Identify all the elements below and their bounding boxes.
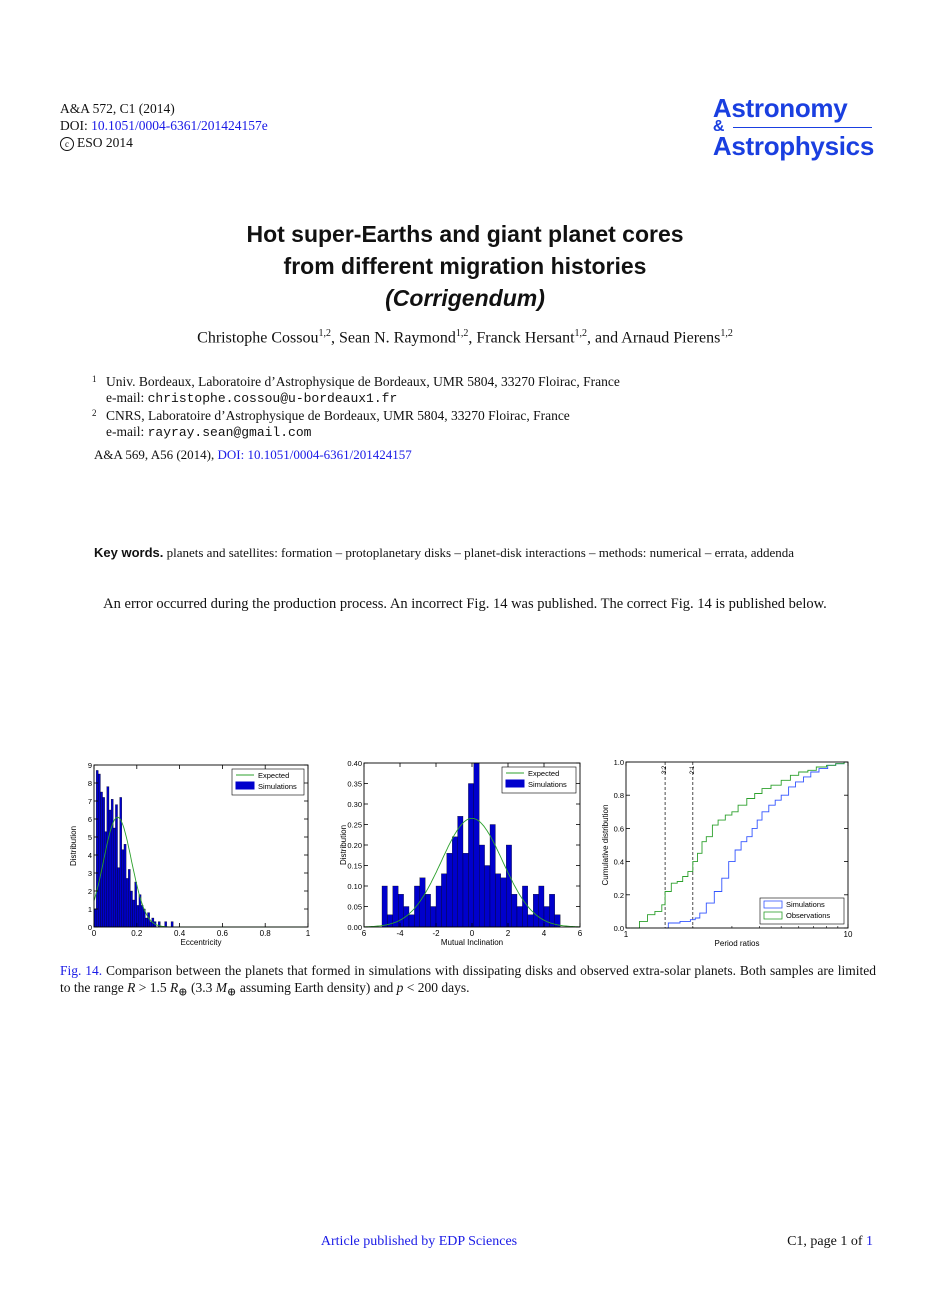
affiliation-number: 2 [92, 408, 97, 418]
doi-link[interactable]: 10.1051/0004-6361/201424157e [91, 118, 268, 133]
y-tick-label: 0.00 [347, 923, 362, 932]
caption-text: assuming Earth density) and [236, 980, 397, 995]
y-tick-label: 0.2 [613, 890, 624, 900]
y-tick-label: 7 [87, 797, 92, 806]
x-tick-label: 0 [91, 929, 97, 938]
keywords-text: planets and satellites: formation – protoplanetary disks – planet-disk interactions – methods: numerical – errata, addenda [166, 545, 795, 560]
x-tick-label: 0.4 [174, 929, 186, 938]
histogram-bar [517, 907, 522, 928]
y-tick-label: 1 [87, 905, 92, 914]
author-name: Franck Hersant [476, 329, 575, 347]
legend-label: Simulations [258, 782, 297, 791]
histogram-bar [393, 886, 398, 927]
histogram-bar [425, 894, 430, 927]
histogram-bar [171, 922, 173, 927]
email-address[interactable]: christophe.cossou@u-bordeaux1.fr [147, 390, 398, 406]
y-tick-label: 0.15 [347, 861, 362, 871]
resonance-label: 3:2 [662, 765, 669, 775]
y-tick-label: 9 [87, 761, 92, 770]
histogram-bar [528, 915, 533, 927]
y-tick-label: 5 [87, 833, 92, 842]
author-affiliation: 1,2 [318, 328, 331, 339]
page-total-link[interactable]: 1 [866, 1234, 873, 1249]
histogram-bar [128, 869, 130, 927]
publisher-link[interactable]: Article published by EDP Sciences [320, 1234, 518, 1249]
earth-symbol: ⊕ [227, 986, 237, 999]
caption-math: M [215, 980, 228, 995]
histogram-bar [452, 837, 457, 927]
histogram-bar [141, 905, 143, 927]
histogram-bar [109, 810, 111, 927]
caption-text: < 200 days. [403, 980, 470, 995]
histogram-bar [130, 891, 132, 927]
histogram-bar [420, 878, 425, 927]
y-tick-label: 3 [87, 869, 92, 878]
period-ratio-cdf [598, 755, 858, 955]
histogram-bar [126, 878, 128, 927]
y-tick-label: 0.30 [347, 800, 362, 809]
copyright-line [60, 134, 268, 151]
legend-label: Expected [528, 769, 560, 778]
histogram-bar [409, 915, 414, 927]
histogram-bar [113, 828, 115, 927]
histogram-bar [96, 770, 98, 927]
caption-math: p [396, 980, 404, 995]
caption-text: > 1.5 [135, 980, 170, 995]
author-list [0, 328, 930, 347]
histogram-bar [474, 763, 479, 927]
x-tick-label: 0.2 [131, 929, 143, 938]
title-line-1: Hot super-Earths and giant planet cores [246, 221, 684, 247]
legend-swatch [236, 782, 254, 789]
author-affiliation: 1,2 [455, 328, 469, 339]
y-tick-label: 0.40 [347, 759, 362, 768]
histogram-bar [441, 874, 446, 927]
earth-symbol: ⊕ [178, 986, 188, 999]
histogram-bar [107, 787, 109, 927]
affiliations [92, 372, 620, 440]
histogram-bar [533, 894, 538, 927]
y-tick-label: 1.0 [613, 758, 624, 767]
original-reference [94, 447, 412, 463]
title-line-2: from different migration histories [283, 253, 647, 279]
affiliation-number: 1 [92, 374, 97, 384]
histogram-bar [150, 922, 152, 927]
inclination-histogram [326, 755, 586, 955]
histogram-bar [549, 894, 554, 927]
author-separator: , [330, 329, 339, 347]
histogram-bar [118, 868, 120, 927]
x-tick-label: 0 [469, 929, 475, 938]
affiliation-2-email [92, 424, 620, 441]
legend-label: Observations [786, 911, 831, 920]
y-tick-label: 6 [87, 815, 92, 824]
figure-label[interactable]: Fig. 14. [60, 963, 103, 978]
y-tick-label: 4 [87, 851, 92, 860]
y-axis-label: Distribution [339, 824, 348, 866]
journal-ampersand: & [713, 122, 874, 132]
journal-name-line2: Astrophysics [712, 131, 874, 161]
histogram-bar [485, 866, 490, 928]
histogram-bar [100, 792, 102, 927]
histogram-bar [398, 894, 403, 927]
histogram-bar [463, 853, 468, 927]
eccentricity-histogram [69, 755, 314, 955]
reference-doi-link[interactable]: DOI: 10.1051/0004-6361/201424157 [217, 447, 412, 462]
x-axis-label: Eccentricity [180, 938, 222, 947]
histogram-bar [122, 850, 124, 927]
author-name: Christophe Cossou [197, 329, 319, 347]
legend-label: Simulations [786, 900, 825, 909]
histogram-bar [512, 894, 517, 927]
affiliation-text: CNRS, Laboratoire d’Astrophysique de Bordeaux, UMR 5804, 33270 Floirac, France [106, 408, 570, 423]
article-title [0, 218, 930, 314]
journal-logo [713, 94, 874, 160]
x-tick-label: -4 [396, 929, 404, 938]
histogram-bar [120, 797, 122, 927]
page-prefix: C1, page 1 of [787, 1234, 866, 1249]
y-axis-label: Cumulative distribution [601, 804, 610, 886]
y-tick-label: 0 [87, 923, 92, 932]
keywords-label: Key words. [94, 545, 164, 560]
legend-swatch [506, 780, 524, 787]
histogram-bar [111, 799, 113, 927]
histogram-bar [436, 886, 441, 927]
resonance-label: 2:1 [689, 765, 696, 775]
histogram-bar [124, 844, 126, 927]
caption-math: R [127, 980, 136, 995]
x-tick-label: 1 [305, 929, 311, 938]
histogram-bar [145, 918, 147, 927]
histogram-bar [135, 882, 137, 927]
author-name: Arnaud Pierens [621, 329, 721, 347]
y-tick-label: 2 [87, 887, 92, 896]
histogram-bar [382, 886, 387, 927]
legend-label: Expected [258, 771, 290, 780]
histogram-bar [447, 853, 452, 927]
y-tick-label: 0.25 [347, 820, 362, 830]
affiliation-text: Univ. Bordeaux, Laboratoire d’Astrophysique de Bordeaux, UMR 5804, 33270 Floirac, France [106, 374, 620, 389]
histogram-bar [115, 805, 117, 927]
y-tick-label: 8 [87, 779, 92, 788]
copyright-text: ESO 2014 [77, 135, 133, 150]
reference-text: A&A 569, A56 (2014), [94, 447, 218, 462]
x-axis-label: Mutual Inclination [440, 938, 504, 947]
histogram-bar [133, 900, 135, 927]
journal-name-line1: Astronomy [712, 93, 848, 123]
histogram-bar [148, 913, 150, 927]
doi-prefix: DOI: [60, 118, 92, 133]
y-axis-label: Distribution [69, 825, 78, 867]
body-paragraph: An error occurred during the production process. An incorrect Fig. 14 was published. The correct Fig. 14 is published below. [103, 596, 827, 612]
x-tick-label: 2 [505, 929, 511, 938]
histogram-bar [506, 845, 511, 927]
histogram-bar [544, 907, 549, 928]
histogram-bar [501, 878, 506, 927]
x-tick-label: 10 [843, 930, 853, 939]
y-tick-label: 0.0 [613, 924, 624, 933]
page-number [787, 1234, 873, 1250]
histogram-bar [495, 874, 500, 927]
citation: A&A 572, C1 (2014) [60, 101, 175, 116]
author-affiliation: 1,2 [720, 328, 733, 339]
histogram-bar [404, 907, 409, 928]
histogram-bar [468, 784, 473, 928]
author-name: Sean N. Raymond [338, 329, 456, 347]
caption-math: R [169, 980, 179, 995]
publisher-footer [0, 1234, 838, 1250]
author-affiliation: 1,2 [574, 328, 588, 339]
figure-caption [60, 962, 876, 1002]
x-tick-label: -2 [432, 929, 440, 938]
affiliation-1-email [92, 390, 620, 407]
y-tick-label: 0.4 [613, 857, 624, 867]
author-separator: , and [587, 329, 622, 347]
y-tick-label: 0.10 [347, 882, 362, 891]
caption-text: Comparison between the planets that formed in simulations with dissipating disks and observed extra-solar planets. Both samples are limited to the range [60, 963, 876, 995]
histogram-bar [522, 886, 527, 927]
y-tick-label: 0.6 [613, 824, 624, 834]
x-tick-label: 1 [623, 930, 629, 939]
x-tick-label: 0.6 [216, 929, 228, 938]
y-tick-label: 0.20 [347, 841, 362, 850]
author-separator: , [468, 329, 477, 347]
affiliation-1 [92, 372, 620, 390]
histogram-bar [479, 845, 484, 927]
x-tick-label: 6 [577, 929, 583, 938]
x-tick-label: 0.8 [259, 929, 271, 938]
title-line-3: (Corrigendum) [385, 285, 545, 311]
histogram-bar [458, 816, 463, 927]
histogram-bar [431, 907, 436, 928]
keywords [94, 545, 794, 561]
article-header [60, 100, 268, 151]
y-tick-label: 0.35 [347, 779, 362, 789]
legend-label: Simulations [528, 780, 567, 789]
y-tick-label: 0.05 [347, 902, 362, 912]
x-tick-label: 4 [541, 929, 547, 938]
histogram-bar [414, 886, 419, 927]
caption-text: (3.3 [187, 980, 216, 995]
x-tick-label: 6 [361, 929, 367, 938]
histogram-bar [539, 886, 544, 927]
doi-line [60, 117, 268, 134]
copyright-icon: c [60, 137, 74, 151]
y-tick-label: 0.8 [613, 791, 624, 801]
affiliation-2 [92, 406, 620, 424]
histogram-bar [98, 774, 100, 927]
email-address[interactable]: rayray.sean@gmail.com [147, 424, 312, 440]
histogram-bar [387, 915, 392, 927]
email-label: e-mail: [106, 389, 148, 405]
email-label: e-mail: [106, 423, 148, 439]
x-axis-label: Period ratios [714, 939, 760, 948]
